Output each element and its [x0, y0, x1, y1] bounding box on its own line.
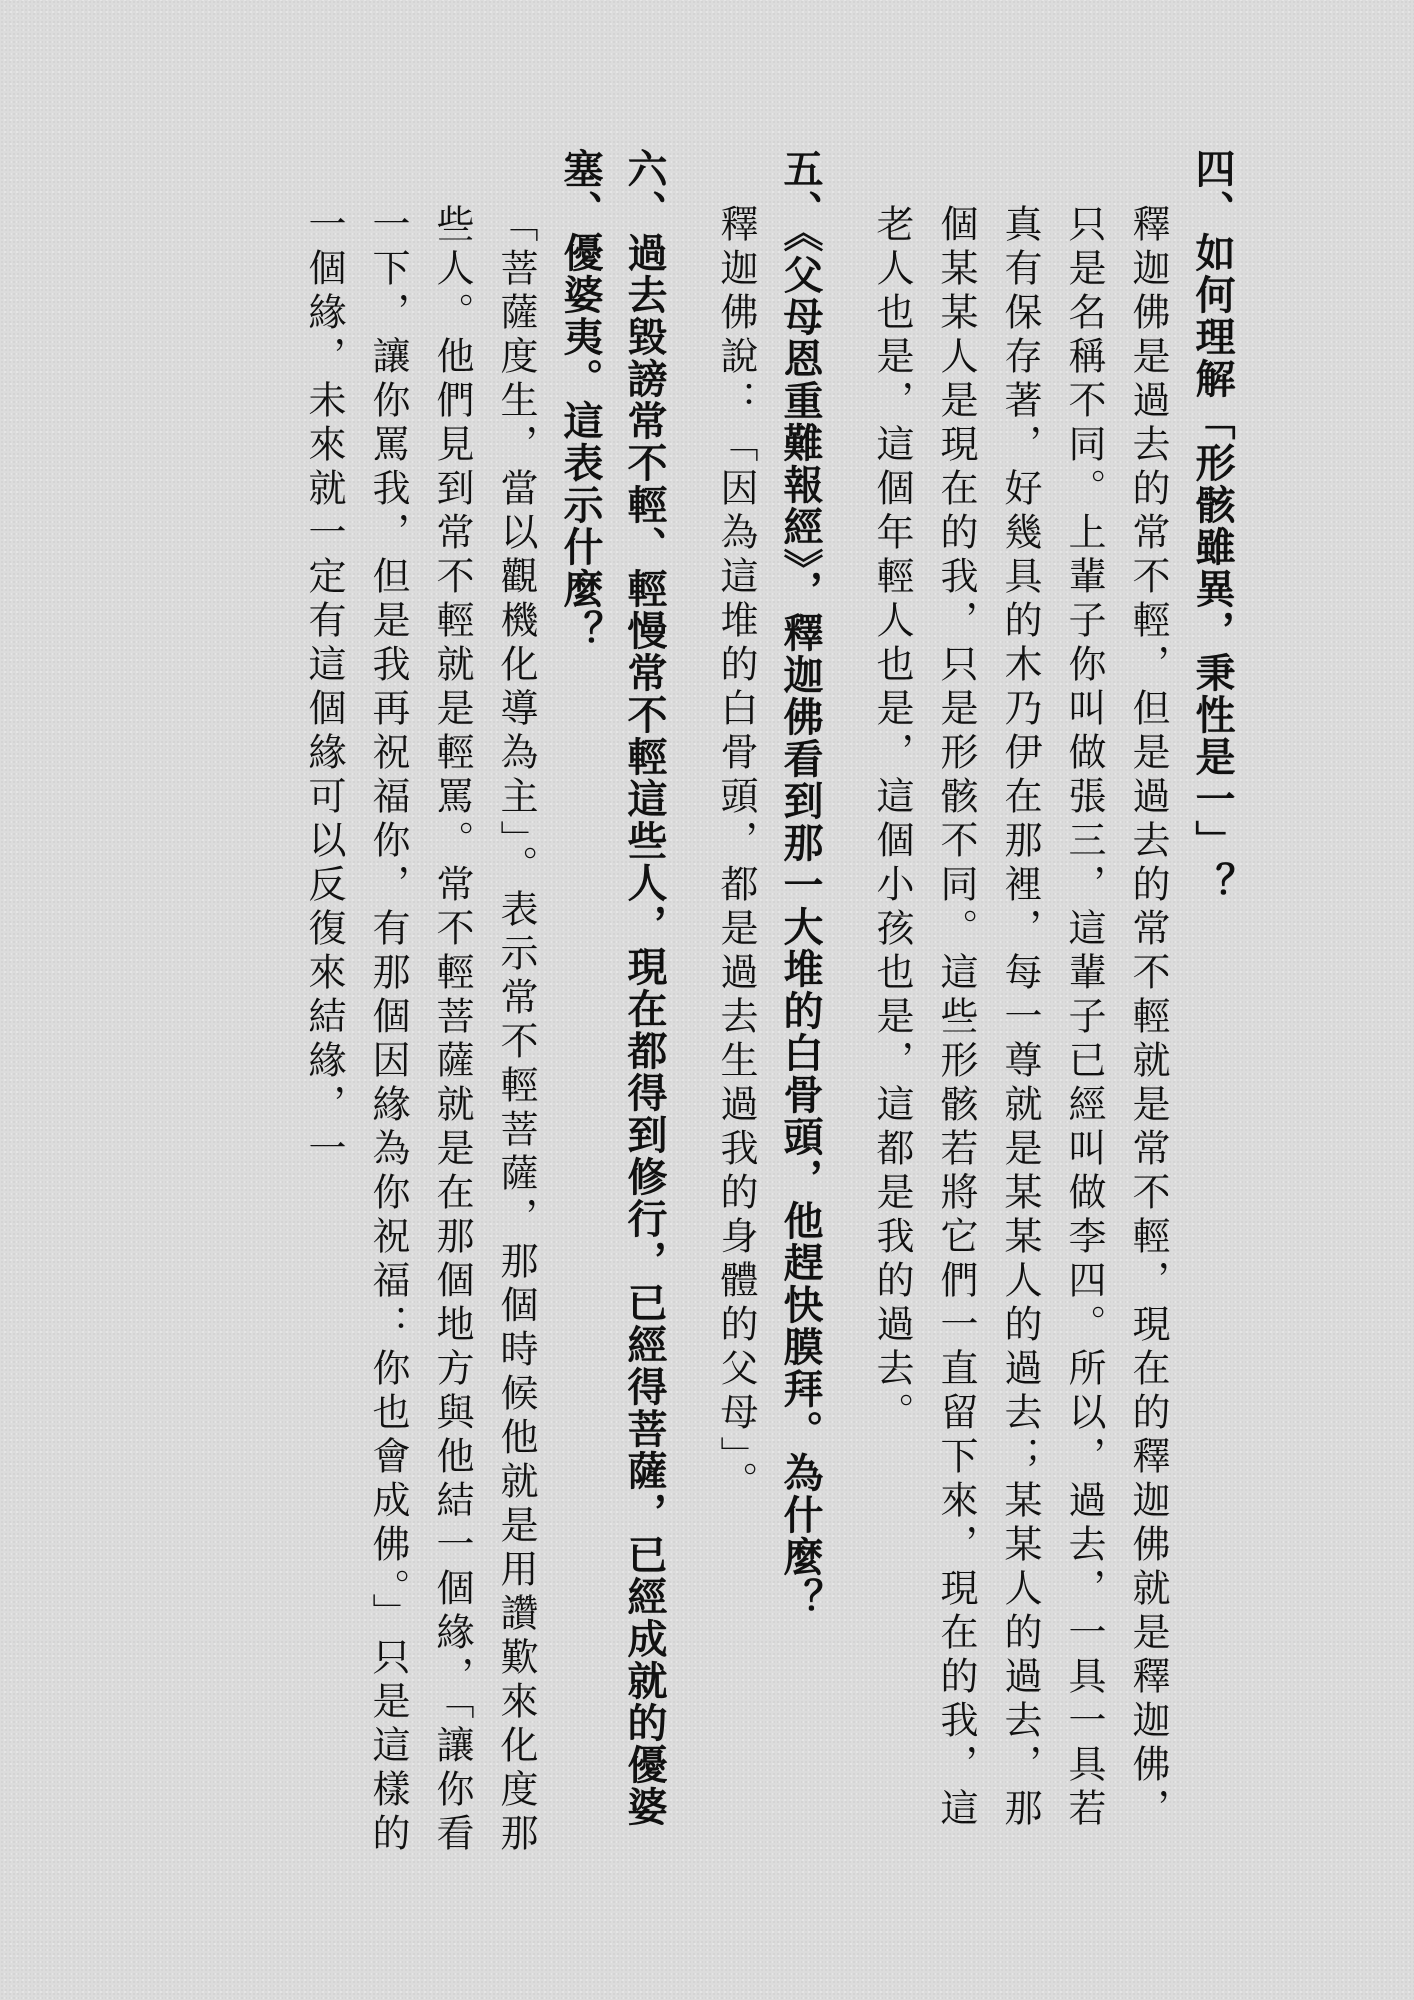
section-body: 「菩薩度生，當以觀機化導為主」。表示常不輕菩薩，那個時候他就是用讚歎來化度那些人。他們見到常不輕就是輕罵。常不輕菩薩就是在那個地方與他結一個緣，「讓你看一下，讓你罵我，但是我再祝福你，有那個因緣為你祝福：你也會成佛。」只是這樣的一個緣，未來就一定有這個緣可以反復來結緣，一 [302, 204, 538, 1857]
section-6 [292, 148, 676, 1868]
section-heading: 四、如何理解「形骸雖異，秉性是一」？ [1189, 148, 1236, 904]
section-heading: 五、《父母恩重難報經》，釋迦佛看到那一大堆的白骨頭，他趕快膜拜。為什麼？ [777, 148, 824, 1620]
section-4 [860, 148, 1244, 1868]
section-body: 釋迦佛說：「因為這堆的白骨頭，都是過去生過我的身體的父母」。 [714, 204, 758, 1505]
section-heading: 六、過去毀謗常不輕、輕慢常不輕這些人，現在都得到修行，已經得菩薩，已經成就的優婆塞、優婆夷。這表示什麼？ [557, 148, 668, 1828]
section-5 [704, 148, 832, 1868]
section-body: 釋迦佛是過去的常不輕，但是過去的常不輕就是常不輕，現在的釋迦佛就是釋迦佛，只是名稱不同。上輩子你叫做張三，這輩子已經叫做李四。所以，過去，一具一具若真有保存著，好幾具的木乃伊在那裡，每一尊就是某某人的過去；某某人的過去，那個某某人是現在的我，只是形骸不同。這些形骸若將它們一直留下來，現在的我，這老人也是，這個年輕人也是，這個小孩也是，這都是我的過去。 [870, 204, 1170, 1832]
page [184, 148, 1244, 1868]
